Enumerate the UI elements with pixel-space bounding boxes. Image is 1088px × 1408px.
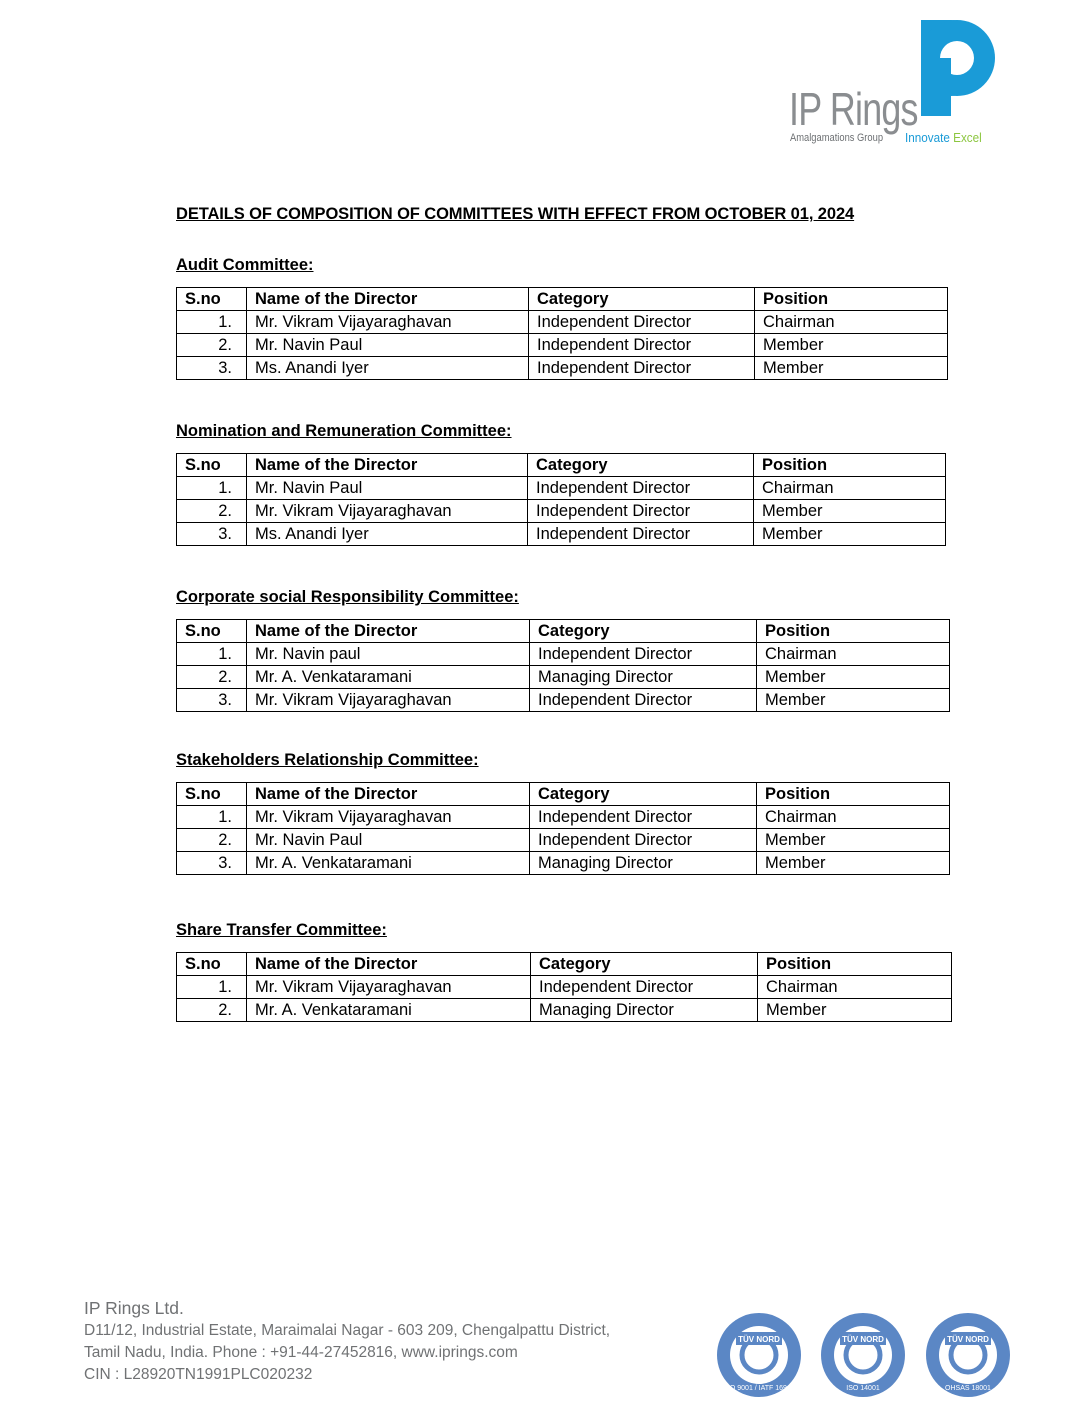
table-cell: Managing Director bbox=[530, 666, 757, 689]
tuv-seal-icon bbox=[925, 1312, 1011, 1398]
table-header-cell: Name of the Director bbox=[247, 288, 529, 311]
table-header-row bbox=[177, 783, 950, 806]
logo-tagline bbox=[905, 130, 982, 145]
table-cell: 2. bbox=[177, 999, 247, 1022]
table-header-cell: Position bbox=[754, 454, 946, 477]
table-cell: 2. bbox=[177, 334, 247, 357]
table-cell: Mr. Vikram Vijayaraghavan bbox=[247, 806, 530, 829]
table-header-cell: Category bbox=[530, 620, 757, 643]
seal-2-standard: ISO 14001 bbox=[846, 1385, 881, 1392]
table-cell: Chairman bbox=[755, 311, 948, 334]
table-cell: 3. bbox=[177, 852, 247, 875]
committee-table bbox=[176, 287, 948, 380]
table-cell: Managing Director bbox=[530, 852, 757, 875]
table-row bbox=[177, 829, 950, 852]
table-row bbox=[177, 666, 950, 689]
table-cell: Member bbox=[758, 999, 952, 1022]
committee-table bbox=[176, 619, 950, 712]
table-cell: Independent Director bbox=[528, 500, 754, 523]
table-cell: Mr. Vikram Vijayaraghavan bbox=[247, 689, 530, 712]
table-cell: Mr. Vikram Vijayaraghavan bbox=[247, 976, 531, 999]
table-cell: 2. bbox=[177, 500, 247, 523]
table-row bbox=[177, 477, 946, 500]
tuv-seal-icon bbox=[716, 1312, 802, 1398]
table-cell: Independent Director bbox=[530, 806, 757, 829]
table-cell: Independent Director bbox=[529, 357, 755, 380]
table-cell: Member bbox=[754, 523, 946, 546]
table-cell: 1. bbox=[177, 477, 247, 500]
table-header-cell: S.no bbox=[177, 620, 247, 643]
table-cell: Member bbox=[755, 357, 948, 380]
document-title: DETAILS OF COMPOSITION OF COMMITTEES WITH EFFECT FROM OCTOBER 01, 2024 bbox=[176, 205, 855, 223]
footer-address-line-1: D11/12, Industrial Estate, Maraimalai Nagar - 603 209, Chengalpattu District, bbox=[84, 1322, 611, 1339]
table-cell: Member bbox=[757, 829, 950, 852]
table-header-cell: Position bbox=[757, 620, 950, 643]
table-cell: Mr. Navin Paul bbox=[247, 334, 529, 357]
committee-heading: Share Transfer Committee: bbox=[176, 921, 387, 939]
table-cell: 2. bbox=[177, 666, 247, 689]
table-cell: Mr. Vikram Vijayaraghavan bbox=[247, 311, 529, 334]
table-row bbox=[177, 976, 952, 999]
table-header-cell: Category bbox=[529, 288, 755, 311]
table-header-cell: Position bbox=[755, 288, 948, 311]
committee-heading: Nomination and Remuneration Committee: bbox=[176, 422, 512, 440]
table-cell: Mr. Navin Paul bbox=[247, 829, 530, 852]
table-cell: Ms. Anandi Iyer bbox=[247, 523, 528, 546]
table-cell: Independent Director bbox=[530, 689, 757, 712]
table-cell: Mr. Navin paul bbox=[247, 643, 530, 666]
committee-section bbox=[176, 919, 952, 1022]
logo-brand-text: IP Rings bbox=[789, 83, 918, 135]
seal-3-standard: OHSAS 18001 bbox=[944, 1385, 991, 1392]
table-cell: 3. bbox=[177, 523, 247, 546]
table-cell: Independent Director bbox=[528, 523, 754, 546]
table-header-cell: Category bbox=[530, 783, 757, 806]
table-header-row bbox=[177, 288, 948, 311]
seal-3-brand: TÜV NORD bbox=[947, 1335, 989, 1344]
table-row bbox=[177, 689, 950, 712]
table-header-cell: S.no bbox=[177, 288, 247, 311]
table-cell: Member bbox=[755, 334, 948, 357]
table-header-cell: Category bbox=[528, 454, 754, 477]
logo-mark-icon bbox=[921, 20, 997, 116]
company-logo bbox=[785, 20, 1000, 150]
table-row bbox=[177, 806, 950, 829]
table-row bbox=[177, 334, 948, 357]
table-header-cell: Name of the Director bbox=[247, 783, 530, 806]
table-row bbox=[177, 643, 950, 666]
logo-tag-excel: Excel bbox=[953, 130, 982, 145]
table-cell: 1. bbox=[177, 976, 247, 999]
table-cell: Chairman bbox=[757, 643, 950, 666]
table-cell: Chairman bbox=[757, 806, 950, 829]
committee-section bbox=[176, 254, 948, 380]
footer-address bbox=[84, 1296, 610, 1386]
logo-tag-innovate: Innovate bbox=[905, 130, 950, 145]
table-cell: Independent Director bbox=[529, 311, 755, 334]
table-cell: Member bbox=[757, 666, 950, 689]
table-header-cell: Name of the Director bbox=[247, 953, 531, 976]
table-cell: Mr. A. Venkataramani bbox=[247, 999, 531, 1022]
table-cell: Independent Director bbox=[530, 829, 757, 852]
committee-section bbox=[176, 586, 950, 712]
committee-section bbox=[176, 420, 946, 546]
committee-table bbox=[176, 453, 946, 546]
table-header-row bbox=[177, 953, 952, 976]
table-row bbox=[177, 357, 948, 380]
footer-cin: CIN : L28920TN1991PLC020232 bbox=[84, 1366, 313, 1383]
committee-heading: Stakeholders Relationship Committee: bbox=[176, 751, 479, 769]
committee-heading: Corporate social Responsibility Committee: bbox=[176, 588, 519, 606]
table-cell: Independent Director bbox=[531, 976, 758, 999]
table-header-row bbox=[177, 620, 950, 643]
table-cell: Chairman bbox=[754, 477, 946, 500]
table-cell: Mr. A. Venkataramani bbox=[247, 666, 530, 689]
table-cell: Member bbox=[757, 689, 950, 712]
table-cell: Ms. Anandi Iyer bbox=[247, 357, 529, 380]
table-cell: 1. bbox=[177, 311, 247, 334]
table-cell: 3. bbox=[177, 357, 247, 380]
table-cell: Independent Director bbox=[529, 334, 755, 357]
table-header-cell: Position bbox=[758, 953, 952, 976]
table-header-cell: S.no bbox=[177, 454, 247, 477]
seal-1-standard: ISO 9001 / IATF 16949 bbox=[723, 1385, 795, 1392]
table-cell: Member bbox=[754, 500, 946, 523]
table-cell: Mr. A. Venkataramani bbox=[247, 852, 530, 875]
table-cell: 3. bbox=[177, 689, 247, 712]
table-row bbox=[177, 999, 952, 1022]
certification-seals bbox=[716, 1312, 1025, 1403]
table-cell: Independent Director bbox=[530, 643, 757, 666]
logo-subtitle: Amalgamations Group bbox=[790, 132, 884, 144]
tuv-seal-icon bbox=[820, 1312, 906, 1398]
table-row bbox=[177, 852, 950, 875]
table-cell: 1. bbox=[177, 643, 247, 666]
table-header-cell: S.no bbox=[177, 783, 247, 806]
table-cell: 2. bbox=[177, 829, 247, 852]
table-header-row bbox=[177, 454, 946, 477]
table-header-cell: Name of the Director bbox=[247, 620, 530, 643]
table-header-cell: Category bbox=[531, 953, 758, 976]
table-header-cell: Name of the Director bbox=[247, 454, 528, 477]
committee-table bbox=[176, 782, 950, 875]
footer-company: IP Rings Ltd. bbox=[84, 1298, 184, 1318]
table-row bbox=[177, 311, 948, 334]
table-header-cell: Position bbox=[757, 783, 950, 806]
table-cell: Member bbox=[757, 852, 950, 875]
table-cell: Independent Director bbox=[528, 477, 754, 500]
seal-1-brand: TÜV NORD bbox=[738, 1335, 780, 1344]
committee-table bbox=[176, 952, 952, 1022]
table-cell: Managing Director bbox=[531, 999, 758, 1022]
table-header-cell: S.no bbox=[177, 953, 247, 976]
committee-section bbox=[176, 749, 950, 875]
table-row bbox=[177, 500, 946, 523]
seal-2-brand: TÜV NORD bbox=[842, 1335, 885, 1344]
committee-heading: Audit Committee: bbox=[176, 256, 314, 274]
table-cell: Chairman bbox=[758, 976, 952, 999]
footer-address-line-2: Tamil Nadu, India. Phone : +91-44-27452816, www.iprings.com bbox=[84, 1344, 518, 1361]
table-row bbox=[177, 523, 946, 546]
table-cell: Mr. Navin Paul bbox=[247, 477, 528, 500]
table-cell: 1. bbox=[177, 806, 247, 829]
table-cell: Mr. Vikram Vijayaraghavan bbox=[247, 500, 528, 523]
